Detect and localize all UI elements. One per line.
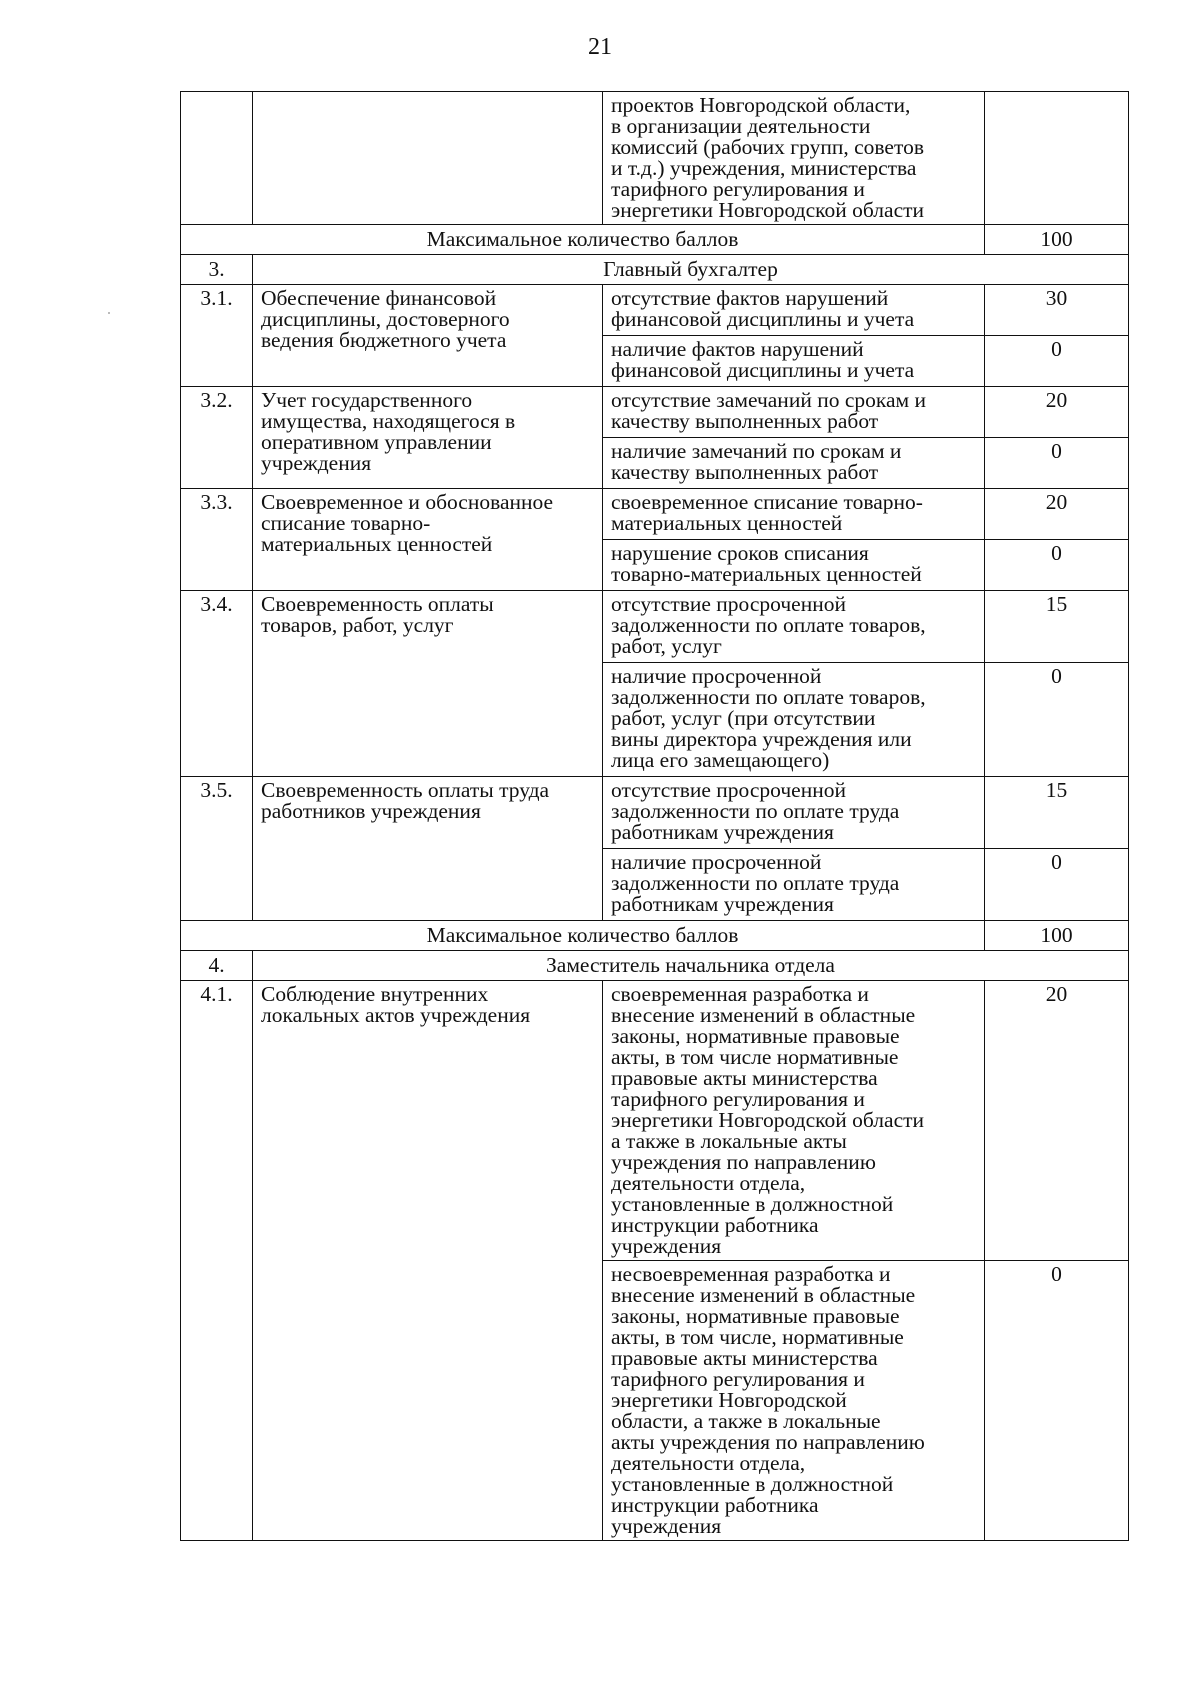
score-cell: 15 (985, 591, 1129, 663)
score-cell: 0 (985, 663, 1129, 777)
criterion-cell: отсутствие фактов нарушений финансовой дисциплины и учета (603, 285, 985, 336)
score-cell: 20 (985, 387, 1129, 438)
criterion-cell: наличие просроченной задолженности по оплате труда работникам учреждения (603, 849, 985, 921)
score-cell (985, 92, 1129, 225)
table-row (181, 285, 1129, 336)
criterion-cell: проектов Новгородской области, в организации деятельности комиссий (рабочих групп, советов и т.д.) учреждения, министерства тарифного регулирования и энергетики Новгородской области (603, 92, 985, 225)
item-number: 4.1. (181, 981, 253, 1541)
page-number: 21 (588, 34, 612, 60)
table-row (181, 591, 1129, 663)
item-number: 3.1. (181, 285, 253, 387)
section-header-row (181, 255, 1129, 285)
indicator-cell: Своевременное и обоснованное списание товарно- материальных ценностей (253, 489, 603, 591)
max-score-value: 100 (985, 225, 1129, 255)
section-title: Главный бухгалтер (253, 255, 1129, 285)
score-cell: 0 (985, 438, 1129, 489)
criterion-cell: несвоевременная разработка и внесение изменений в областные законы, нормативные правовые акты, в том числе, нормативные правовые акты министерства тарифного регулирования и энергетики Новгородской области, а также в локальные акты учреждения по направлению деятельности отдела, установленные в должностной инструкции работника учреждения (603, 1261, 985, 1541)
max-score-label: Максимальное количество баллов (181, 921, 985, 951)
indicator-cell: Соблюдение внутренних локальных актов учреждения (253, 981, 603, 1541)
score-cell: 0 (985, 336, 1129, 387)
table-row (181, 489, 1129, 540)
item-number: 3.3. (181, 489, 253, 591)
score-cell: 0 (985, 1261, 1129, 1541)
indicator-cell: Своевременность оплаты труда работников учреждения (253, 777, 603, 921)
criterion-cell: нарушение сроков списания товарно-материальных ценностей (603, 540, 985, 591)
score-cell: 15 (985, 777, 1129, 849)
score-cell: 20 (985, 489, 1129, 540)
item-number: 3.5. (181, 777, 253, 921)
max-score-label: Максимальное количество баллов (181, 225, 985, 255)
criterion-cell: своевременная разработка и внесение изменений в областные законы, нормативные правовые акты, в том числе нормативные правовые акты министерства тарифного регулирования и энергетики Новгородской области а также в локальные акты учреждения по направлению деятельности отдела, установленные в должностной инструкции работника учреждения (603, 981, 985, 1261)
criterion-cell: своевременное списание товарно- материальных ценностей (603, 489, 985, 540)
indicator-cell: Своевременность оплаты товаров, работ, услуг (253, 591, 603, 777)
item-number: 3.2. (181, 387, 253, 489)
table-row (181, 777, 1129, 849)
criterion-cell: наличие фактов нарушений финансовой дисциплины и учета (603, 336, 985, 387)
criterion-cell: отсутствие просроченной задолженности по оплате товаров, работ, услуг (603, 591, 985, 663)
score-cell: 30 (985, 285, 1129, 336)
score-cell: 20 (985, 981, 1129, 1261)
max-score-row (181, 225, 1129, 255)
score-cell: 0 (985, 540, 1129, 591)
section-number: 3. (181, 255, 253, 285)
score-cell: 0 (985, 849, 1129, 921)
criterion-cell: наличие замечаний по срокам и качеству выполненных работ (603, 438, 985, 489)
indicator-cell: Учет государственного имущества, находящегося в оперативном управлении учреждения (253, 387, 603, 489)
table-row (181, 981, 1129, 1261)
criteria-table (180, 91, 1129, 1541)
number-cell (181, 92, 253, 225)
max-score-row (181, 921, 1129, 951)
criterion-cell: отсутствие просроченной задолженности по оплате труда работникам учреждения (603, 777, 985, 849)
indicator-cell (253, 92, 603, 225)
indicator-cell: Обеспечение финансовой дисциплины, достоверного ведения бюджетного учета (253, 285, 603, 387)
table-row-continuation (181, 92, 1129, 225)
scan-mark (108, 312, 110, 314)
section-title: Заместитель начальника отдела (253, 951, 1129, 981)
item-number: 3.4. (181, 591, 253, 777)
table-row (181, 387, 1129, 438)
section-header-row (181, 951, 1129, 981)
max-score-value: 100 (985, 921, 1129, 951)
criterion-cell: отсутствие замечаний по срокам и качеству выполненных работ (603, 387, 985, 438)
section-number: 4. (181, 951, 253, 981)
criterion-cell: наличие просроченной задолженности по оплате товаров, работ, услуг (при отсутствии вины директора учреждения или лица его замещающего) (603, 663, 985, 777)
